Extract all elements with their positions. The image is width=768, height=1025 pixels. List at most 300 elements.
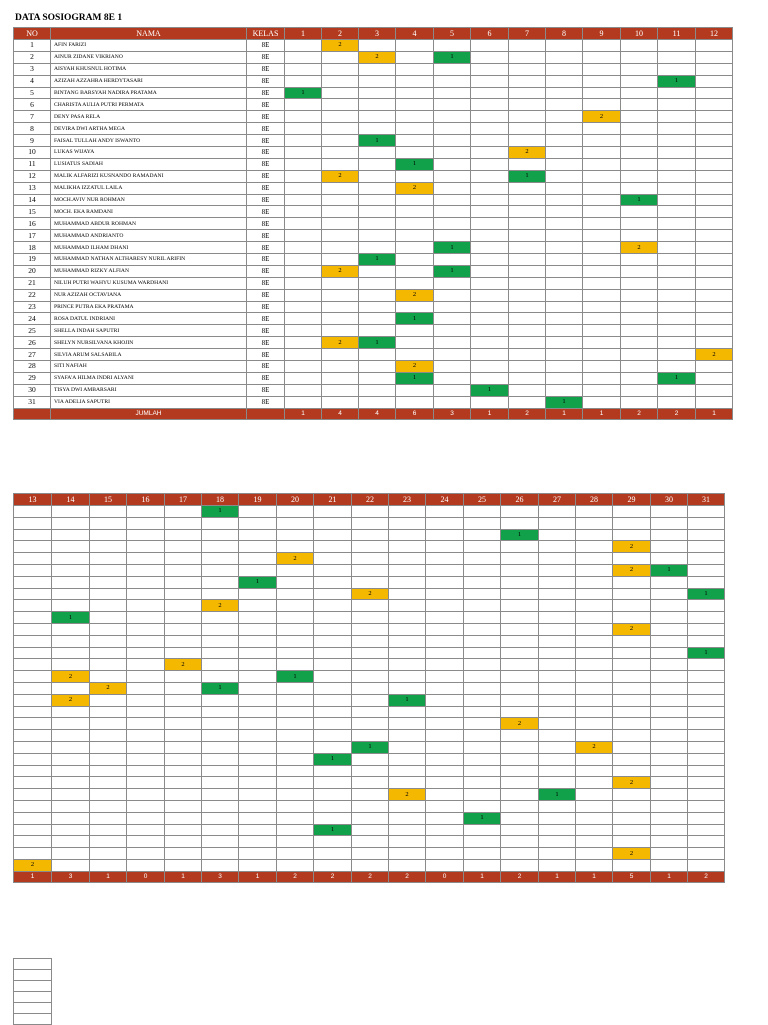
choice-cell <box>696 206 733 218</box>
choice-cell <box>464 741 501 753</box>
choice-cell <box>314 848 352 860</box>
choice-cell <box>52 730 90 742</box>
header-col-31: 31 <box>688 494 725 506</box>
student-no: 4 <box>14 75 51 87</box>
choice-cell <box>464 765 501 777</box>
choice-cell <box>277 529 314 541</box>
choice-cell <box>651 859 688 871</box>
choice-cell <box>352 753 389 765</box>
choice-cell <box>546 289 583 301</box>
table-row <box>14 254 733 266</box>
choice-cell <box>576 800 613 812</box>
choice-cell <box>389 836 426 848</box>
choice-cell <box>651 635 688 647</box>
choice-cell <box>239 753 277 765</box>
choice-cell <box>426 564 464 576</box>
choice-cell <box>322 313 359 325</box>
choice-cell <box>165 541 202 553</box>
choice-cell <box>396 51 434 63</box>
header-col-21: 21 <box>314 494 352 506</box>
choice-cell <box>314 694 352 706</box>
choice-cell <box>471 301 509 313</box>
choice-cell <box>389 718 426 730</box>
student-class: 8E <box>247 289 285 301</box>
choice-cell <box>501 682 539 694</box>
choice-cell <box>239 623 277 635</box>
choice-cell <box>389 741 426 753</box>
choice-cell <box>688 553 725 565</box>
choice-cell <box>576 659 613 671</box>
choice-cell <box>509 242 546 254</box>
choice-cell: 1 <box>434 51 471 63</box>
choice-cell <box>426 859 464 871</box>
choice-cell <box>14 694 52 706</box>
student-class: 8E <box>247 63 285 75</box>
student-name: SITI NAFIAH <box>51 361 247 373</box>
choice-cell <box>501 836 539 848</box>
choice-cell <box>14 647 52 659</box>
choice-cell <box>127 647 165 659</box>
choice-cell <box>576 623 613 635</box>
choice-cell <box>202 576 239 588</box>
student-name: AZIZAH AZZAHRA HERDYTASARI <box>51 75 247 87</box>
choice-cell <box>613 765 651 777</box>
choice-cell <box>285 194 322 206</box>
table-row <box>14 242 733 254</box>
choice-cell <box>501 694 539 706</box>
choice-cell <box>651 741 688 753</box>
choice-cell <box>546 337 583 349</box>
choice-cell <box>165 812 202 824</box>
student-class: 8E <box>247 230 285 242</box>
choice-cell <box>621 218 658 230</box>
choice-cell <box>464 671 501 683</box>
choice-cell <box>464 588 501 600</box>
choice-cell <box>52 682 90 694</box>
choice-cell <box>471 147 509 159</box>
choice-cell <box>546 254 583 266</box>
choice-cell <box>688 848 725 860</box>
choice-cell <box>314 682 352 694</box>
choice-cell <box>396 135 434 147</box>
choice-cell <box>277 576 314 588</box>
choice-cell <box>202 529 239 541</box>
choice-cell <box>688 800 725 812</box>
choice-cell <box>658 99 696 111</box>
choice-cell: 1 <box>651 564 688 576</box>
student-no: 21 <box>14 277 51 289</box>
choice-cell <box>285 99 322 111</box>
choice-cell <box>202 694 239 706</box>
choice-cell <box>165 741 202 753</box>
choice-cell <box>127 777 165 789</box>
choice-cell <box>90 730 127 742</box>
choice-cell <box>464 777 501 789</box>
choice-cell <box>396 325 434 337</box>
choice-cell <box>239 848 277 860</box>
total-cell: 2 <box>509 408 546 419</box>
choice-cell <box>546 99 583 111</box>
choice-cell <box>165 600 202 612</box>
choice-cell <box>651 836 688 848</box>
student-class: 8E <box>247 254 285 266</box>
choice-cell <box>359 218 396 230</box>
choice-cell <box>539 753 576 765</box>
student-name: FAISAL TULLAH ANDY ISWANTO <box>51 135 247 147</box>
choice-cell <box>14 824 52 836</box>
student-no: 31 <box>14 396 51 408</box>
choice-cell <box>396 40 434 52</box>
choice-cell <box>314 671 352 683</box>
table-row <box>14 623 725 635</box>
choice-cell <box>396 254 434 266</box>
choice-cell <box>14 623 52 635</box>
choice-cell <box>127 682 165 694</box>
choice-cell <box>352 682 389 694</box>
choice-cell <box>426 824 464 836</box>
choice-cell <box>314 635 352 647</box>
choice-cell <box>389 541 426 553</box>
student-name: LUSIATUS SADIAH <box>51 158 247 170</box>
choice-cell <box>52 623 90 635</box>
choice-cell <box>165 553 202 565</box>
choice-cell <box>90 612 127 624</box>
choice-cell <box>322 384 359 396</box>
choice-cell <box>426 741 464 753</box>
total-cell: 0 <box>127 871 165 882</box>
choice-cell <box>322 75 359 87</box>
choice-cell <box>613 529 651 541</box>
choice-cell <box>471 254 509 266</box>
choice-cell <box>583 396 621 408</box>
choice-cell <box>277 682 314 694</box>
choice-cell <box>359 361 396 373</box>
header-col-10: 10 <box>621 28 658 40</box>
choice-cell <box>613 588 651 600</box>
total-cell: 1 <box>696 408 733 419</box>
header-col-13: 13 <box>14 494 52 506</box>
total-cell: 1 <box>539 871 576 882</box>
choice-cell <box>613 789 651 801</box>
choice-cell <box>509 325 546 337</box>
choice-cell <box>509 349 546 361</box>
choice-cell <box>396 147 434 159</box>
choice-cell <box>658 158 696 170</box>
sociogram-table-top <box>13 27 733 420</box>
student-name: MUHAMMAD ILHAM DHANI <box>51 242 247 254</box>
choice-cell <box>426 576 464 588</box>
choice-cell <box>389 635 426 647</box>
choice-cell <box>471 158 509 170</box>
student-no: 12 <box>14 170 51 182</box>
choice-cell <box>501 517 539 529</box>
choice-cell <box>359 230 396 242</box>
choice-cell <box>322 242 359 254</box>
choice-cell <box>127 824 165 836</box>
choice-cell <box>285 277 322 289</box>
choice-cell <box>509 182 546 194</box>
choice-cell <box>426 812 464 824</box>
choice-cell <box>471 99 509 111</box>
choice-cell <box>688 753 725 765</box>
choice-cell <box>688 694 725 706</box>
choice-cell <box>546 301 583 313</box>
choice-cell <box>14 848 52 860</box>
header-col-12: 12 <box>696 28 733 40</box>
choice-cell <box>651 706 688 718</box>
choice-cell <box>434 218 471 230</box>
choice-cell <box>396 242 434 254</box>
student-class: 8E <box>247 194 285 206</box>
choice-cell <box>396 230 434 242</box>
choice-cell <box>583 349 621 361</box>
table-row <box>14 694 725 706</box>
choice-cell <box>285 265 322 277</box>
choice-cell <box>501 659 539 671</box>
choice-cell <box>583 301 621 313</box>
student-name: MUHAMMAD RIZKY ALFIAN <box>51 265 247 277</box>
choice-cell <box>471 40 509 52</box>
choice-cell <box>576 506 613 518</box>
choice-cell <box>396 301 434 313</box>
choice-cell <box>239 682 277 694</box>
choice-cell <box>651 765 688 777</box>
table-row <box>14 824 725 836</box>
choice-cell <box>696 99 733 111</box>
choice-cell <box>52 741 90 753</box>
choice-cell <box>471 182 509 194</box>
choice-cell <box>352 564 389 576</box>
table-row <box>14 87 733 99</box>
choice-cell <box>165 612 202 624</box>
choice-cell <box>239 694 277 706</box>
choice-cell <box>239 730 277 742</box>
choice-cell <box>426 588 464 600</box>
choice-cell <box>621 123 658 135</box>
choice-cell <box>314 718 352 730</box>
choice-cell <box>583 147 621 159</box>
choice-cell <box>426 718 464 730</box>
choice-cell <box>546 63 583 75</box>
choice-cell <box>239 741 277 753</box>
choice-cell <box>285 218 322 230</box>
choice-cell <box>539 541 576 553</box>
choice-cell <box>539 765 576 777</box>
choice-cell <box>277 859 314 871</box>
choice-cell <box>239 765 277 777</box>
choice-cell: 2 <box>613 777 651 789</box>
choice-cell <box>426 529 464 541</box>
choice-cell: 1 <box>688 647 725 659</box>
choice-cell: 2 <box>621 242 658 254</box>
student-no: 17 <box>14 230 51 242</box>
jumlah-label: JUMLAH <box>51 408 247 419</box>
choice-cell <box>165 682 202 694</box>
choice-cell <box>434 111 471 123</box>
student-name: CHARISTA AULIA PUTRI PERMATA <box>51 99 247 111</box>
choice-cell <box>359 313 396 325</box>
choice-cell <box>688 730 725 742</box>
choice-cell <box>539 506 576 518</box>
choice-cell <box>14 777 52 789</box>
choice-cell <box>471 372 509 384</box>
choice-cell: 2 <box>90 682 127 694</box>
choice-cell <box>426 789 464 801</box>
choice-cell <box>165 789 202 801</box>
choice-cell <box>539 600 576 612</box>
choice-cell <box>539 671 576 683</box>
choice-cell <box>539 718 576 730</box>
choice-cell <box>52 824 90 836</box>
choice-cell <box>688 765 725 777</box>
table-row <box>14 372 733 384</box>
choice-cell: 2 <box>509 147 546 159</box>
student-no: 2 <box>14 51 51 63</box>
choice-cell <box>434 40 471 52</box>
choice-cell <box>314 612 352 624</box>
choice-cell <box>239 777 277 789</box>
choice-cell <box>658 337 696 349</box>
choice-cell: 1 <box>359 135 396 147</box>
choice-cell <box>202 765 239 777</box>
choice-cell <box>583 242 621 254</box>
table-row <box>14 135 733 147</box>
choice-cell <box>613 635 651 647</box>
totals-row <box>14 871 725 882</box>
choice-cell <box>314 812 352 824</box>
choice-cell <box>583 277 621 289</box>
choice-cell <box>613 718 651 730</box>
choice-cell <box>613 517 651 529</box>
choice-cell <box>277 588 314 600</box>
choice-cell <box>583 230 621 242</box>
choice-cell <box>352 553 389 565</box>
choice-cell <box>127 553 165 565</box>
choice-cell <box>696 182 733 194</box>
choice-cell <box>389 682 426 694</box>
table-row <box>14 277 733 289</box>
choice-cell <box>285 289 322 301</box>
choice-cell <box>621 135 658 147</box>
header-col-3: 3 <box>359 28 396 40</box>
choice-cell <box>583 361 621 373</box>
choice-cell <box>359 349 396 361</box>
choice-cell <box>546 313 583 325</box>
choice-cell <box>322 230 359 242</box>
choice-cell <box>576 824 613 836</box>
choice-cell <box>539 682 576 694</box>
choice-cell <box>583 123 621 135</box>
choice-cell <box>539 694 576 706</box>
choice-cell: 2 <box>52 694 90 706</box>
choice-cell <box>583 372 621 384</box>
choice-cell <box>613 612 651 624</box>
choice-cell <box>396 87 434 99</box>
student-no: 1 <box>14 40 51 52</box>
choice-cell: 1 <box>396 158 434 170</box>
choice-cell <box>322 372 359 384</box>
choice-cell <box>434 75 471 87</box>
choice-cell <box>539 859 576 871</box>
choice-cell <box>651 800 688 812</box>
sheet-title: DATA SOSIOGRAM 8E 1 <box>15 13 123 23</box>
choice-cell: 2 <box>613 848 651 860</box>
student-no: 29 <box>14 372 51 384</box>
choice-cell <box>621 313 658 325</box>
table-row <box>14 63 733 75</box>
choice-cell <box>165 517 202 529</box>
choice-cell <box>651 529 688 541</box>
choice-cell <box>471 325 509 337</box>
choice-cell <box>464 694 501 706</box>
total-cell: 1 <box>285 408 322 419</box>
choice-cell <box>359 265 396 277</box>
choice-cell <box>539 848 576 860</box>
choice-cell <box>576 553 613 565</box>
choice-cell <box>688 741 725 753</box>
choice-cell <box>314 647 352 659</box>
choice-cell <box>52 789 90 801</box>
choice-cell <box>90 718 127 730</box>
choice-cell <box>127 836 165 848</box>
choice-cell <box>471 135 509 147</box>
choice-cell <box>509 75 546 87</box>
choice-cell <box>651 730 688 742</box>
choice-cell <box>426 506 464 518</box>
choice-cell <box>501 753 539 765</box>
choice-cell <box>52 588 90 600</box>
choice-cell <box>389 517 426 529</box>
choice-cell <box>539 741 576 753</box>
choice-cell: 1 <box>359 254 396 266</box>
choice-cell: 2 <box>583 111 621 123</box>
choice-cell <box>539 647 576 659</box>
choice-cell <box>52 600 90 612</box>
student-class: 8E <box>247 123 285 135</box>
choice-cell <box>509 337 546 349</box>
choice-cell <box>322 206 359 218</box>
choice-cell <box>314 836 352 848</box>
choice-cell <box>546 40 583 52</box>
choice-cell <box>165 836 202 848</box>
choice-cell <box>688 706 725 718</box>
choice-cell <box>239 588 277 600</box>
choice-cell <box>352 765 389 777</box>
student-class: 8E <box>247 51 285 63</box>
choice-cell <box>696 277 733 289</box>
choice-cell <box>688 671 725 683</box>
choice-cell <box>658 396 696 408</box>
choice-cell <box>359 277 396 289</box>
choice-cell: 2 <box>322 170 359 182</box>
choice-cell <box>651 612 688 624</box>
student-no: 15 <box>14 206 51 218</box>
choice-cell <box>396 63 434 75</box>
total-cell: 2 <box>658 408 696 419</box>
choice-cell <box>688 659 725 671</box>
choice-cell <box>501 623 539 635</box>
choice-cell: 1 <box>688 588 725 600</box>
choice-cell <box>658 40 696 52</box>
student-no: 3 <box>14 63 51 75</box>
choice-cell <box>352 623 389 635</box>
choice-cell <box>165 576 202 588</box>
choice-cell <box>389 765 426 777</box>
choice-cell <box>621 384 658 396</box>
choice-cell <box>576 848 613 860</box>
choice-cell <box>14 741 52 753</box>
choice-cell <box>202 848 239 860</box>
